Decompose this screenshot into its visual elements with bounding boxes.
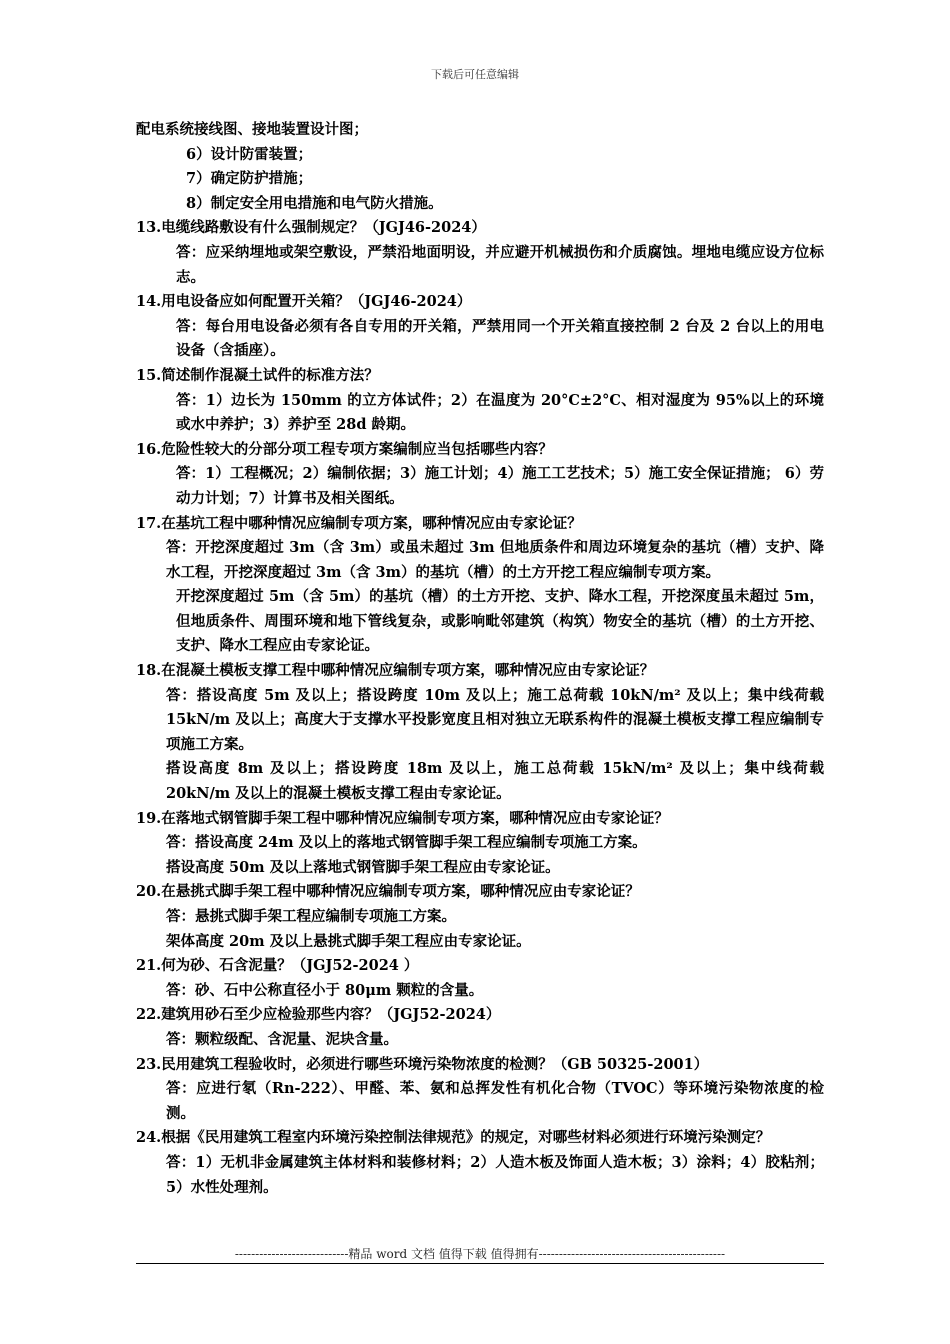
document-body	[136, 118, 824, 1200]
list-item: 6）设计防雷装置；	[186, 145, 313, 163]
answer-21: 答：砂、石中公称直径小于 80μm 颗粒的含量。	[166, 981, 484, 999]
list-item: 8）制定安全用电措施和电气防火措施。	[186, 194, 443, 212]
question-17: 17.在基坑工程中哪种情况应编制专项方案，哪种情况应由专家论证？	[136, 514, 582, 532]
answer-23: 答：应进行氡（Rn-222）、甲醛、苯、氨和总挥发性有机化合物（TVOC）等环境污染物浓度的检测。	[166, 1080, 824, 1122]
question-18: 18.在混凝土模板支撑工程中哪种情况应编制专项方案，哪种情况应由专家论证？	[136, 662, 655, 680]
answer-16: 答：1）工程概况；2）编制依据；3）施工计划；4）施工工艺技术；5）施工安全保证措施； 6）劳动力计划；7）计算书及相关图纸。	[176, 465, 824, 507]
question-23: 23.民用建筑工程验收时，必须进行哪些环境污染物浓度的检测？（GB 50325-2001）	[136, 1055, 709, 1073]
question-19: 19.在落地式钢管脚手架工程中哪种情况应编制专项方案，哪种情况应由专家论证？	[136, 809, 669, 827]
answer-13: 答：应采纳埋地或架空敷设，严禁沿地面明设，并应避开机械损伤和介质腐蚀。埋地电缆应设方位标志。	[176, 243, 824, 286]
text-line: 配电系统接线图、接地装置设计图；	[136, 121, 368, 138]
question-15: 15.简述制作混凝土试件的标准方法？	[136, 366, 379, 384]
answer-19: 答：搭设高度 24m 及以上的落地式钢管脚手架工程应编制专项施工方案。	[166, 834, 647, 852]
answer-18-paragraph-2: 搭设高度 8m 及以上；搭设跨度 18m 及以上，施工总荷载 15kN/m² 及以上；集中线荷载 20kN/m 及以上的混凝土模板支撑工程由专家论证。	[166, 760, 824, 803]
footer-divider	[136, 1263, 824, 1264]
answer-17-paragraph-2: 开挖深度超过 5m（含 5m）的基坑（槽）的土方开挖、支护、降水工程，开挖深度虽未超过 5m，但地质条件、周围环境和地下管线复杂，或影响毗邻建筑（构筑）物安全的基坑（槽）的土方开挖、支护、降水工程应由专家论证。	[176, 588, 824, 655]
question-21: 21.何为砂、石含泥量？（JGJ52-2024 ）	[136, 957, 419, 975]
answer-22: 答：颗粒级配、含泥量、泥块含量。	[166, 1030, 398, 1048]
answer-20-paragraph-2: 架体高度 20m 及以上悬挑式脚手架工程应由专家论证。	[166, 932, 531, 950]
question-13: 13.电缆线路敷设有什么强制规定？（JGJ46-2024）	[136, 219, 486, 237]
question-14: 14.用电设备应如何配置开关箱？（JGJ46-2024）	[136, 293, 472, 311]
answer-19-paragraph-2: 搭设高度 50m 及以上落地式钢管脚手架工程应由专家论证。	[166, 858, 560, 876]
question-22: 22.建筑用砂石至少应检验那些内容？（JGJ52-2024）	[136, 1006, 501, 1024]
question-20: 20.在悬挑式脚手架工程中哪种情况应编制专项方案，哪种情况应由专家论证？	[136, 883, 640, 901]
list-item: 7）确定防护措施；	[186, 170, 313, 188]
answer-17: 答：开挖深度超过 3m（含 3m）或虽未超过 3m 但地质条件和周边环境复杂的基坑（槽）支护、降水工程，开挖深度超过 3m（含 3m）的基坑（槽）的土方开挖工程应编制专项方案。	[166, 539, 824, 581]
answer-14: 答：每台用电设备必须有各自专用的开关箱，严禁用同一个开关箱直接控制 2 台及 2 台以上的用电设备（含插座）。	[176, 317, 824, 360]
answer-24: 答：1）无机非金属建筑主体材料和装修材料；2）人造木板及饰面人造木板；3）涂料；4）胶粘剂；5）水性处理剂。	[166, 1153, 824, 1196]
answer-18: 答：搭设高度 5m 及以上；搭设跨度 10m 及以上；施工总荷载 10kN/m² 及以上；集中线荷载 15kN/m 及以上；高度大于支撑水平投影宽度且相对独立无联系构件的混凝土模板支撑工程应编制专项施工方案。	[166, 686, 824, 753]
page-header: 下载后可任意编辑	[431, 68, 519, 81]
question-16: 16.危险性较大的分部分项工程专项方案编制应当包括哪些内容？	[136, 440, 553, 458]
answer-15: 答：1）边长为 150mm 的立方体试件；2）在温度为 20°C±2°C、相对湿度为 95%以上的环境或水中养护；3）养护至 28d 龄期。	[176, 391, 824, 434]
question-24: 24.根据《民用建筑工程室内环境污染控制法律规范》的规定，对哪些材料必须进行环境污染测定？	[136, 1129, 771, 1147]
page-footer: ----------------------------精品 word 文档 值得下载 值得拥有----------------------------------------------	[234, 1247, 726, 1261]
answer-20: 答：悬挑式脚手架工程应编制专项施工方案。	[166, 908, 456, 925]
